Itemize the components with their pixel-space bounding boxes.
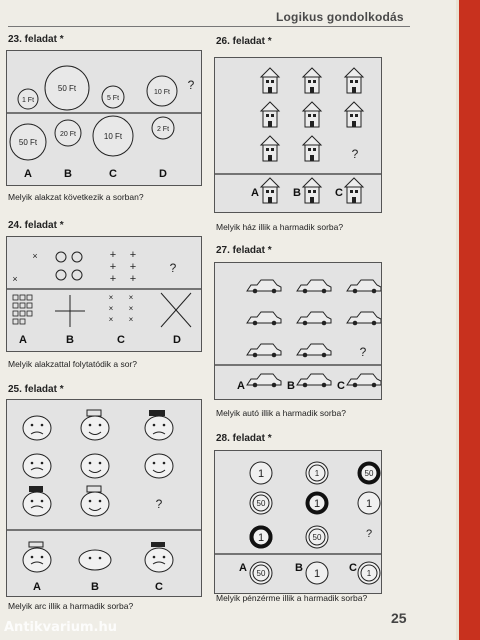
svg-text:×: × bbox=[128, 315, 134, 324]
option-c-label: C bbox=[117, 334, 125, 346]
svg-text:×: × bbox=[108, 304, 114, 313]
unknown-mark: ? bbox=[365, 528, 373, 540]
coin-label: 1 bbox=[313, 568, 321, 580]
option-a-label: A bbox=[33, 581, 41, 593]
coin-label: 1 bbox=[365, 498, 373, 510]
task-26-title: 26. feladat * bbox=[216, 36, 272, 47]
svg-text:+: + bbox=[109, 273, 117, 285]
option-c-label: C bbox=[337, 380, 345, 392]
task-28-title: 28. feladat * bbox=[216, 433, 272, 444]
watermark: Antikvarium.hu bbox=[4, 620, 117, 635]
task-25-question: Melyik arc illik a harmadik sorba? bbox=[8, 601, 134, 611]
option-b-label: B bbox=[293, 187, 301, 199]
svg-text:+: + bbox=[109, 261, 117, 273]
option-b-label: B bbox=[64, 168, 72, 180]
coin-label: 50 Ft bbox=[57, 84, 77, 93]
coin-label: 50 Ft bbox=[18, 138, 38, 147]
svg-text:×: × bbox=[12, 274, 18, 284]
svg-text:+: + bbox=[129, 261, 137, 273]
task-23-question: Melyik alakzat következik a sorban? bbox=[8, 192, 144, 202]
option-c-label: C bbox=[109, 168, 117, 180]
option-b-label: B bbox=[66, 334, 74, 346]
option-a-label: A bbox=[239, 562, 247, 574]
header-rule bbox=[8, 26, 410, 27]
task-24-figure bbox=[6, 236, 202, 352]
svg-text:+: + bbox=[129, 249, 137, 261]
task-24-title: 24. feladat * bbox=[8, 220, 64, 231]
coin-label: 50 bbox=[256, 569, 266, 578]
svg-text:×: × bbox=[32, 251, 38, 261]
unknown-mark: ? bbox=[351, 147, 359, 161]
coin-label: 50 bbox=[256, 499, 266, 508]
coin-label: 20 Ft bbox=[60, 131, 76, 138]
task-27-title: 27. feladat * bbox=[216, 245, 272, 256]
coin-label: 1 bbox=[257, 532, 265, 544]
task-26-question: Melyik ház illik a harmadik sorba? bbox=[216, 222, 344, 232]
coin-label: 50 bbox=[312, 533, 322, 542]
option-a-label: A bbox=[237, 380, 245, 392]
task-26-figure bbox=[214, 57, 382, 213]
unknown-mark: ? bbox=[169, 261, 177, 275]
task-23-figure bbox=[6, 50, 202, 186]
task-25-title: 25. feladat * bbox=[8, 384, 64, 395]
coin-label: 1 bbox=[313, 498, 321, 510]
page-edge-band bbox=[456, 0, 480, 640]
coin-label: 1 bbox=[257, 468, 265, 480]
option-a-label: A bbox=[19, 334, 27, 346]
svg-text:×: × bbox=[128, 293, 134, 302]
option-a-label: A bbox=[24, 168, 32, 180]
task-24-question: Melyik alakzattal folytatódik a sor? bbox=[8, 359, 137, 369]
coin-label: 5 Ft bbox=[106, 95, 120, 102]
coin-label: 10 Ft bbox=[103, 132, 123, 141]
option-b-label: B bbox=[91, 581, 99, 593]
unknown-mark: ? bbox=[155, 497, 163, 511]
task-27-question: Melyik autó illik a harmadik sorba? bbox=[216, 408, 346, 418]
option-b-label: B bbox=[295, 562, 303, 574]
option-c-label: C bbox=[335, 187, 343, 199]
svg-text:×: × bbox=[108, 293, 114, 302]
option-a-label: A bbox=[251, 187, 259, 199]
unknown-mark: ? bbox=[187, 78, 195, 92]
svg-text:+: + bbox=[109, 249, 117, 261]
coin-label: 1 bbox=[366, 569, 372, 578]
option-d-label: D bbox=[159, 168, 167, 180]
coin-label: 10 Ft bbox=[154, 89, 170, 96]
option-d-label: D bbox=[173, 334, 181, 346]
page-header: Logikus gondolkodás bbox=[276, 10, 404, 24]
option-c-label: C bbox=[155, 581, 163, 593]
coin-label: 2 Ft bbox=[156, 126, 170, 133]
option-b-label: B bbox=[287, 380, 295, 392]
svg-text:+: + bbox=[129, 273, 137, 285]
coin-label: 1 Ft bbox=[21, 97, 35, 104]
task-27-figure bbox=[214, 262, 382, 400]
svg-text:×: × bbox=[108, 315, 114, 324]
unknown-mark: ? bbox=[359, 345, 367, 359]
task-23-title: 23. feladat * bbox=[8, 34, 64, 45]
page-number: 25 bbox=[391, 610, 407, 626]
task-28-question: Melyik pénzérme illik a harmadik sorba? bbox=[216, 593, 368, 603]
task-25-figure bbox=[6, 399, 202, 597]
task-28-figure bbox=[214, 450, 382, 594]
option-c-label: C bbox=[349, 562, 357, 574]
coin-label: 50 bbox=[364, 469, 374, 478]
coin-label: 1 bbox=[314, 469, 320, 478]
svg-text:×: × bbox=[128, 304, 134, 313]
